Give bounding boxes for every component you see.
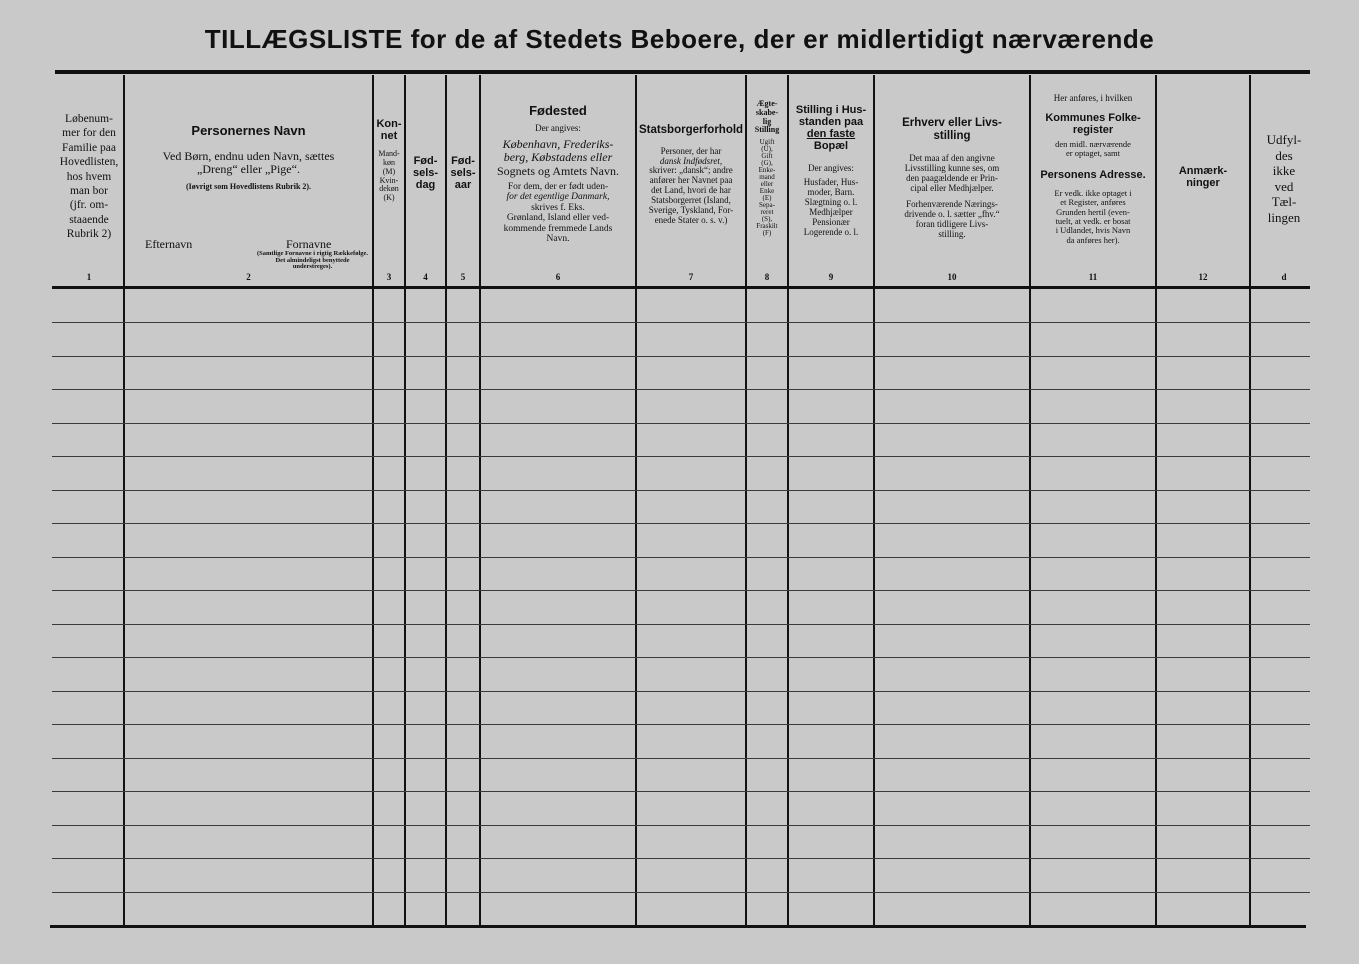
- header-sub: (U),: [761, 145, 773, 154]
- header-col-12: [1157, 165, 1249, 365]
- header-col-11: [1031, 94, 1155, 294]
- header-line: des: [1275, 147, 1293, 163]
- row-line: [52, 423, 1310, 424]
- header-sub: Det maa af den angivne: [909, 153, 995, 164]
- header-line: Bopæl: [813, 140, 849, 153]
- header-sub: Gift: [761, 152, 773, 161]
- row-line: [52, 825, 1310, 826]
- header-line: skriver: „dansk“; andre: [649, 165, 733, 176]
- header-text: berg, Købstadens eller: [503, 150, 613, 165]
- header-line: Hovedlisten,: [59, 156, 119, 169]
- header-line: man bor: [69, 184, 108, 197]
- row-line: [52, 356, 1310, 357]
- row-line: [52, 590, 1310, 591]
- header-sub: Der angives:: [808, 163, 854, 174]
- column-number: 8: [764, 272, 770, 282]
- header-sub: (K): [383, 193, 395, 203]
- header-col-2: [125, 124, 372, 324]
- header-sub: Er vedk. ikke optaget i: [1054, 187, 1132, 198]
- header-sub: Livsstilling kunne ses, om: [904, 163, 1000, 174]
- column-number: 1: [86, 272, 92, 282]
- bottom-rule: [50, 925, 1306, 928]
- header-top: Her anføres, i hvilken: [1053, 93, 1133, 103]
- header-sub: Enke: [759, 187, 775, 196]
- header-text: Sognets og Amtets Navn.: [497, 163, 619, 178]
- header-sub: dekøn: [379, 184, 399, 194]
- column-number: d: [1281, 272, 1287, 282]
- header-line: sels-: [412, 167, 439, 180]
- header-heading: Kommunes Folke-: [1045, 111, 1141, 124]
- header-line: aar: [454, 179, 472, 192]
- header-line: Erhverv eller Livs-: [902, 117, 1002, 129]
- header-sub: Pensionær: [812, 216, 850, 227]
- header-line: Statsborgerret (Island,: [651, 195, 731, 206]
- header-sub: mand: [759, 173, 775, 182]
- header-line: (jfr. om-: [69, 199, 109, 212]
- header-sub: Enke-: [758, 166, 776, 175]
- header-heading: Personernes Navn: [191, 123, 306, 138]
- header-sub: Forhenværende Nærings-: [906, 198, 998, 209]
- header-line: Fød-: [413, 155, 438, 167]
- header-sub: drivende o. l. sætter „fhv.“: [904, 208, 1000, 219]
- row-line: [52, 557, 1310, 558]
- header-mid: er optaget, samt: [1065, 148, 1121, 159]
- header-line: dansk Indfødsret,: [659, 155, 723, 166]
- header-heading: Personens Adresse.: [1040, 168, 1146, 181]
- header-line: den faste: [806, 128, 856, 141]
- header-text: kommende fremmede Lands: [503, 223, 613, 234]
- header-text: Navn.: [546, 233, 570, 244]
- header-line: lingen: [1267, 209, 1301, 225]
- header-sub: (E): [762, 194, 772, 203]
- header-sub: eller: [760, 180, 774, 189]
- column-number: 7: [688, 272, 694, 282]
- header-sub: Kvin-: [379, 175, 399, 185]
- header-text: Grønland, Island eller ved-: [506, 213, 610, 224]
- header-line: det Land, hvori de har: [651, 185, 731, 196]
- header-sub: tuelt, at vedk. er bosat: [1055, 215, 1131, 226]
- header-heading: register: [1072, 123, 1114, 136]
- header-line: Fød-: [451, 155, 475, 167]
- header-sub: den paagældende er Prin-: [906, 173, 998, 184]
- header-sub: foran tidligere Livs-: [915, 218, 989, 229]
- page-title: TILLÆGSLISTE for de af Stedets Beboere, der er midlertidigt nærværende: [204, 24, 1155, 54]
- header-sub: Der angives:: [535, 123, 581, 134]
- header-text: Ved Børn, endnu uden Navn, sættes: [162, 149, 335, 164]
- header-sub: Sepa-: [759, 201, 775, 210]
- column-number: 4: [423, 272, 428, 282]
- header-line: Udfyl-: [1266, 132, 1302, 147]
- header-text: „Dreng“ eller „Pige“.: [197, 162, 300, 177]
- header-text: skrives f. Eks.: [531, 202, 585, 213]
- column-number: 2: [246, 272, 251, 282]
- row-line: [52, 724, 1310, 725]
- column-number: 10: [947, 272, 957, 282]
- row-line: [52, 858, 1310, 859]
- header-sub: (F): [762, 229, 772, 238]
- header-line: staaende: [69, 213, 109, 226]
- header-sub: i Udlandet, hvis Navn: [1055, 225, 1131, 236]
- header-text: København, Frederiks-: [502, 137, 614, 152]
- header-line: enede Stater o. s. v.): [654, 214, 728, 225]
- header-col-10: [875, 117, 1029, 317]
- header-col-d: [1251, 132, 1317, 332]
- row-line: [52, 523, 1310, 524]
- row-line: [52, 892, 1310, 893]
- header-sub-efternavn: Efternavn: [145, 237, 193, 251]
- header-sub: moder, Barn.: [807, 187, 855, 198]
- header-col-8: [747, 100, 787, 300]
- header-sub: Medhjælper: [809, 206, 853, 217]
- header-sub: Slægtning o. l.: [804, 197, 858, 208]
- header-line: Personer, der har: [660, 145, 722, 156]
- header-line: lig: [762, 116, 772, 126]
- header-col-7: [637, 124, 745, 324]
- header-sub: Mand-: [378, 149, 400, 159]
- header-text: for det egentlige Danmark,: [506, 192, 610, 203]
- header-col-5: [447, 155, 479, 355]
- column-number: 11: [1088, 272, 1098, 282]
- header-line: net: [380, 130, 398, 143]
- header-line: stilling: [933, 129, 971, 142]
- column-number: 9: [828, 272, 834, 282]
- header-sub: Fraskilt: [756, 222, 778, 231]
- header-line: Familie paa: [62, 141, 116, 154]
- row-line: [52, 657, 1310, 658]
- column-number: 12: [1198, 272, 1208, 282]
- header-line: sels-: [450, 167, 476, 180]
- header-line: hos hvem: [66, 170, 112, 183]
- header-line: mer for den: [62, 127, 116, 140]
- header-line: dag: [415, 179, 436, 192]
- header-sub-fornavne: Fornavne: [286, 237, 332, 251]
- header-sub: reret: [760, 208, 774, 217]
- header-line: skabe-: [755, 107, 779, 117]
- header-sub: Husfader, Hus-: [803, 177, 859, 188]
- header-sub: Logerende o. l.: [803, 226, 859, 237]
- header-sub: stilling.: [938, 228, 966, 239]
- header-col-3: [374, 118, 404, 318]
- header-heading: Fødested: [529, 103, 587, 118]
- header-line: Ægte-: [756, 99, 778, 108]
- header-line: anfører her Navnet paa: [649, 175, 733, 186]
- row-line: [52, 490, 1310, 491]
- header-sub: Ugift: [759, 138, 775, 147]
- row-line: [52, 624, 1310, 625]
- header-line: standen paa: [798, 116, 864, 129]
- header-heading: Statsborgerforhold: [638, 124, 744, 136]
- header-line: ved: [1274, 178, 1294, 194]
- row-line: [52, 456, 1310, 457]
- header-sub: (M): [382, 166, 396, 176]
- header-col-4: [406, 155, 445, 355]
- top-rule: [55, 70, 1310, 74]
- column-number: 5: [460, 272, 466, 282]
- row-line: [52, 791, 1310, 792]
- header-sub: (S),: [761, 215, 773, 224]
- header-note: (Iøvrigt som Hovedlistens Rubrik 2).: [185, 181, 312, 191]
- header-line: Kon-: [376, 118, 402, 130]
- header-line: Sverige, Tyskland, For-: [648, 204, 734, 215]
- header-sub-note: (Samtlige Fornavne i rigtig Rækkefølge. Det almindeligst benyttede understreges).: [256, 250, 369, 270]
- column-number: 3: [386, 272, 392, 282]
- header-sub: cipal eller Medhjælper.: [910, 182, 994, 193]
- header-line: ikke: [1272, 163, 1296, 179]
- header-line: Rubrik 2): [66, 228, 112, 240]
- header-line: Tæl-: [1271, 194, 1297, 210]
- header-sub: køn: [383, 157, 395, 167]
- header-col-1: [55, 112, 123, 312]
- header-line: ninger: [1186, 177, 1220, 190]
- header-sub: (G),: [761, 159, 773, 168]
- column-number: 6: [555, 272, 561, 282]
- row-line: [52, 758, 1310, 759]
- header-line: Stilling: [754, 125, 780, 135]
- header-sub: da anføres her).: [1066, 234, 1120, 245]
- header-text: For dem, der er født uden-: [507, 181, 609, 192]
- row-line: [52, 691, 1310, 692]
- header-line: Stilling i Hus-: [795, 104, 867, 116]
- header-sub: Grunden hertil (even-: [1056, 206, 1130, 217]
- header-line: Anmærk-: [1178, 165, 1228, 177]
- header-line: Løbenum-: [65, 113, 113, 125]
- header-mid: den midl. nærværende: [1055, 139, 1131, 150]
- header-sub: et Register, anføres: [1060, 197, 1126, 208]
- row-line: [52, 389, 1310, 390]
